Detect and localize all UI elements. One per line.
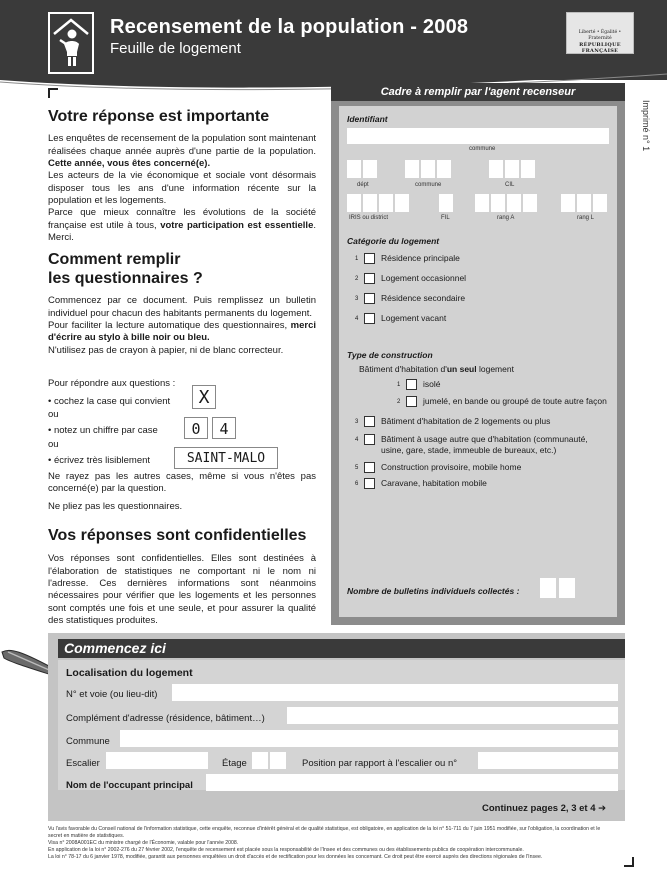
categorie-option-label: Logement occasionnel [381,273,467,283]
checkbox[interactable] [406,396,417,407]
how-heading-line1: Comment remplir [48,251,181,268]
cil-box-2[interactable] [505,160,519,178]
checkbox[interactable] [364,313,375,324]
iris-box-4[interactable] [395,194,409,212]
checkbox[interactable] [364,273,375,284]
position-label: Position par rapport à l'escalier ou n° [302,758,458,769]
checkbox[interactable] [364,293,375,304]
categorie-option-number: 1 [355,256,359,262]
type-option-number: 4 [355,437,359,443]
or-label-1: ou [48,409,59,420]
occupant-label: Nom de l'occupant principal [66,780,193,791]
iris-box-3[interactable] [379,194,393,212]
categorie-title: Catégorie du logement [347,236,440,246]
type-option-number: 1 [397,382,401,388]
escalier-field[interactable] [106,752,208,769]
fil-label: FIL [441,215,450,221]
type-option-number: 2 [397,399,401,405]
iris-label: IRIS ou district [349,215,389,221]
rang-a-box-3[interactable] [507,194,521,212]
rang-a-box-4[interactable] [523,194,537,212]
cil-box-1[interactable] [489,160,503,178]
commune-label: commune [469,146,496,152]
fil-box[interactable] [439,194,453,212]
continue-pages-link: Continuez pages 2, 3 et 4 ➔ [482,803,607,814]
rang-l-box-1[interactable] [561,194,575,212]
or-label-2: ou [48,439,59,450]
commune-box-3[interactable] [437,160,451,178]
example-digit-label: • notez un chiffre par case [48,425,158,436]
voie-label: N° et voie (ou lieu-dit) [66,689,158,700]
batiment-un-seul-label [359,364,514,374]
republique-francaise-logo [566,12,634,54]
type-option-label: Bâtiment à usage autre que d'habitation (communauté, usine, gare, stade, immeuble de bureaux, etc.) [381,434,588,455]
cil-box-3[interactable] [521,160,535,178]
intro-text [48,133,316,244]
type-option-label: jumelé, en bande ou groupé de toute autre façon [423,396,607,406]
start-section [48,633,625,821]
page-title: Recensement de la population - 2008 [110,16,469,38]
categorie-option-number: 3 [355,296,359,302]
commune-box-1[interactable] [405,160,419,178]
how-heading-line2: les questionnaires ? [48,270,203,288]
rang-a-label: rang A [497,215,515,221]
intro-p1a: Les enquêtes de recensement de la population sont maintenant réalisées chaque année auprès d'une partie de la population. [48,133,316,157]
example-check-box: X [192,385,216,409]
page-subtitle: Feuille de logement [110,40,241,57]
legal-footer [48,826,608,861]
corner-mark-top-left [48,88,58,98]
rf-name: RÉPUBLIQUE FRANÇAISE [579,41,621,55]
occupant-field[interactable] [206,774,618,791]
checkbox[interactable] [364,253,375,264]
footer-line-4: La loi n° 78-17 du 6 janvier 1978, modifiée, garantit aux personnes enquêtées un droit d'accès et de rectification pour les données les concernant. Ce droit peut être exercé auprès des directions régionales de l'Insee. [48,854,543,861]
rang-l-box-3[interactable] [593,194,607,212]
type-option-number: 6 [355,481,359,487]
start-section-body [58,660,625,790]
dept-box-2[interactable] [363,160,377,178]
checkbox[interactable] [364,416,375,427]
categorie-option-number: 4 [355,316,359,322]
how-p2b: merci d'écrire au stylo à bille noir ou bleu. [48,320,317,344]
rang-a-box-1[interactable] [475,194,489,212]
intro-heading: Votre réponse est importante [48,108,270,125]
categorie-option-label: Résidence principale [381,253,460,263]
answer-intro: Pour répondre aux questions : [48,378,176,389]
intro-p2: Les acteurs de la vie économique et sociale vont désormais disposer tous les ans d'une information récente sur la population et les logements. [48,170,316,206]
form-code: Imprimé n° 1 [641,100,651,152]
bulletins-count-label: Nombre de bulletins individuels collectés : [347,586,520,596]
checkbox[interactable] [406,379,417,390]
bulletins-count-box-2[interactable] [559,578,575,598]
etage-field-1[interactable] [252,752,268,769]
intro-section [48,107,316,244]
example-digit-box-2: 4 [212,417,236,439]
identifiant-commune-field[interactable] [347,128,609,144]
position-field[interactable] [478,752,618,769]
iris-box-2[interactable] [363,194,377,212]
how-p3: N'utilisez pas de crayon à papier, ni de blanc correcteur. [48,344,284,356]
categorie-option-label: Résidence secondaire [381,293,466,303]
etage-label: Étage [222,758,247,769]
type-option-number: 5 [355,465,359,471]
complement-field[interactable] [287,707,618,724]
agent-panel-body [339,106,617,617]
commune-label: Commune [66,736,110,747]
intro-p1b: Cette année, vous êtes concerné(e). [48,157,211,169]
how-p5: Ne pliez pas les questionnaires. [48,500,183,512]
bulletins-count-box-1[interactable] [540,578,556,598]
batiment-text-a: Bâtiment d'habitation d' [359,364,447,374]
footer-line-3: En application de la loi n° 2002-276 du 27 février 2002, l'enquête de recensement est placée sous la responsabilité de l'Insee et des communes ou des établissements publics de coopération intercommunale. [48,847,524,854]
type-option-number: 3 [355,419,359,425]
escalier-label: Escalier [66,758,100,769]
checkbox[interactable] [364,434,375,445]
categorie-option-number: 2 [355,276,359,282]
type-option-label: Construction provisoire, mobile home [381,462,522,472]
type-option-label: Caravane, habitation mobile [381,478,487,488]
complement-label: Complément d'adresse (résidence, bâtiment…) [66,713,265,724]
type-option-label: Bâtiment d'habitation de 2 logements ou plus [381,416,551,426]
footer-line-2: Visa n° 2008A001EC du ministre chargé de l'Économie, valable pour l'année 2008. [48,840,239,847]
confidential-section [48,526,316,627]
checkbox[interactable] [364,462,375,473]
intro-p3c: . Merci. [48,219,316,243]
rf-motto: Liberté • Égalité • Fraternité [578,30,622,41]
categorie-option-label: Logement vacant [381,313,447,323]
rang-a-box-2[interactable] [491,194,505,212]
example-write-label: • écrivez très lisiblement [48,455,151,466]
example-write-box: SAINT-MALO [174,447,278,469]
commune-field[interactable] [120,730,618,747]
batiment-text-b: un seul [446,364,477,374]
confidential-heading: Vos réponses sont confidentielles [48,527,307,544]
start-section-title: Commencez ici [58,639,625,658]
how-p1: Commencez par ce document. Puis remplissez un bulletin individuel pour chacun des habitants permanents du logement. [48,295,316,319]
how-notes [48,471,316,513]
how-p2a: Pour faciliter la lecture automatique des questionnaires, [48,320,288,332]
confidential-text: Vos réponses sont confidentielles. Elles sont destinées à l'élaboration de statistiques ne comportant ni le nom ni l'adresse. Ces dernières informations sont néanmoins nécessaires pour vérifier que les logements et les personnes sont comptés une fois et une seule, et pour assurer la qualité des statistiques produites. [48,553,316,626]
census-logo-icon [48,12,94,74]
footer-line-1: Vu l'avis favorable du Conseil national de l'information statistique, cette enquête, reconnue d'intérêt général et de qualité statistique, est obligatoire, en application de la loi n° 51-711 du 7 juin 1951 modifiée, sur l'obligation, la coordination et le secret en matière de statistiques. [48,826,601,840]
intro-p3a: Parce que mieux connaître les évolutions de la société française est utile à tous, [48,207,316,231]
checkbox[interactable] [364,478,375,489]
type-construction-title: Type de construction [347,350,433,360]
identifiant-title: Identifiant [347,114,388,124]
type-option-label: isolé [423,379,441,389]
commune-code-label: commune [415,182,442,188]
rang-l-label: rang L [577,215,595,221]
agent-panel [331,83,625,625]
commune-box-2[interactable] [421,160,435,178]
dept-box-1[interactable] [347,160,361,178]
how-section [48,250,316,357]
example-check-label: • cochez la case qui convient [48,396,171,407]
batiment-text-c: logement [476,364,514,374]
voie-field[interactable] [172,684,618,701]
cil-label: CIL [505,182,515,188]
corner-mark-bottom-right [624,857,634,867]
localisation-title: Localisation du logement [66,667,193,679]
how-p2 [48,320,316,345]
rang-l-box-2[interactable] [577,194,591,212]
etage-field-2[interactable] [270,752,286,769]
intro-p3b: votre participation est essentielle [160,219,314,231]
example-digit-box-1: 0 [184,417,208,439]
how-p4: Ne rayez pas les autres cases, même si vous n'êtes pas concerné(e) par la question. [48,471,316,495]
agent-panel-title: Cadre à remplir par l'agent recenseur [331,83,625,101]
iris-box-1[interactable] [347,194,361,212]
dept-label: dépt [357,182,369,188]
